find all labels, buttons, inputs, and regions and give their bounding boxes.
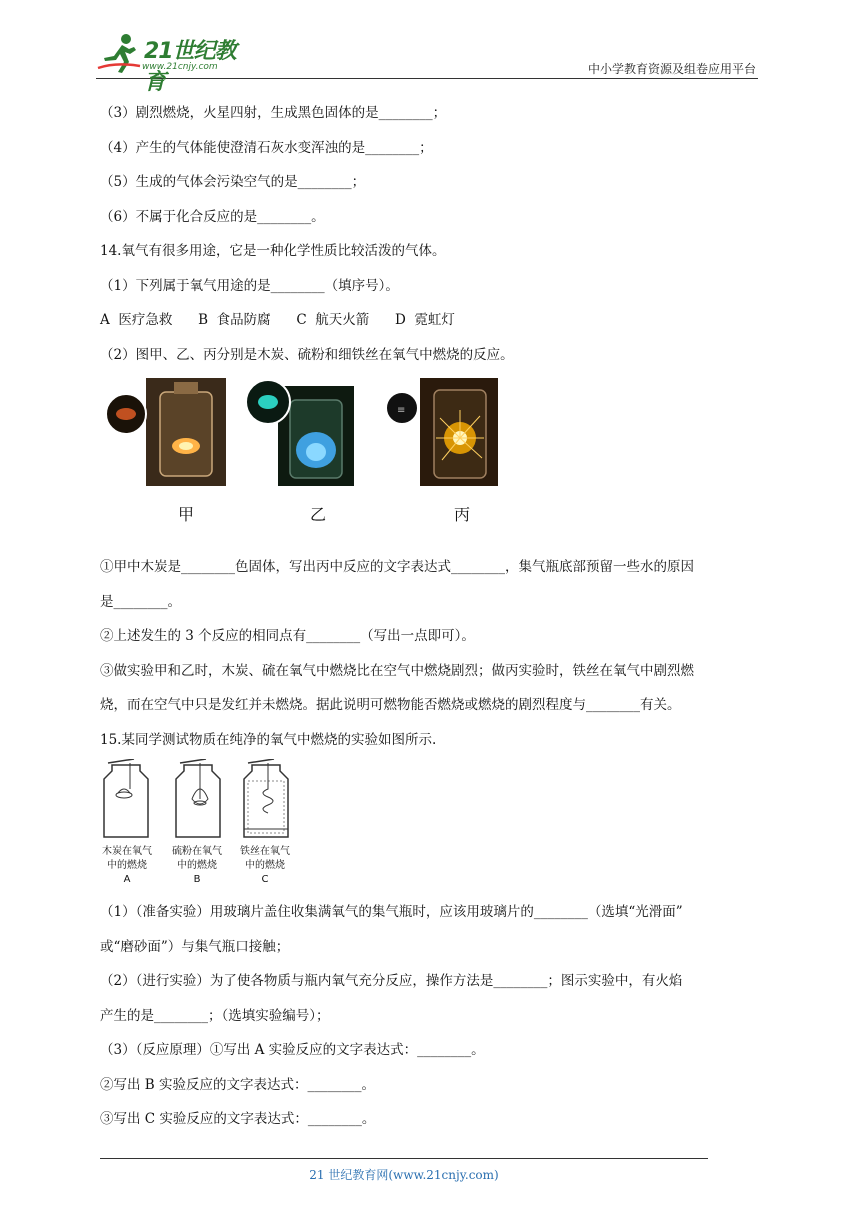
q14-part-1: （1）下列属于氧气用途的是________（填序号）。 bbox=[100, 277, 399, 294]
jar-b-caption: 硫粉在氧气 中的燃烧 B bbox=[172, 846, 222, 885]
q14-sub-b: ②上述发生的 3 个反应的相同点有________（写出一点即可）。 bbox=[100, 628, 475, 644]
q15-part-3-c: ③写出 C 实验反应的文字表达式：________。 bbox=[100, 1111, 376, 1127]
q14-sub-c-line1: ③做实验甲和乙时，木炭、硫在氧气中燃烧比在空气中燃烧剧烈；做丙实验时，铁丝在氧气中剧烈燃 bbox=[100, 662, 694, 679]
q13-item-4: （4）产生的气体能使澄清石灰水变浑浊的是________； bbox=[100, 139, 433, 156]
logo-url: www.21cnjy.com bbox=[142, 62, 218, 72]
q15-part-3-a: （3）（反应原理）①写出 A 实验反应的文字表达式：________。 bbox=[100, 1042, 485, 1058]
svg-text:≡: ≡ bbox=[397, 405, 406, 416]
jar-b-sulfur bbox=[172, 759, 232, 843]
q13-item-5: （5）生成的气体会污染空气的是________； bbox=[100, 174, 366, 190]
q14-sub-c-line2: 烧，而在空气中只是发红并未燃烧。据此说明可燃物能否燃烧或燃烧的剧烈程度与________有关。 bbox=[100, 697, 681, 713]
oxygen-combustion-diagram bbox=[100, 757, 760, 895]
photo-bing-iron bbox=[384, 378, 498, 486]
jar-c-iron bbox=[240, 759, 300, 843]
q13-item-6: （6）不属于化合反应的是________。 bbox=[100, 208, 325, 225]
photo-jia-charcoal bbox=[104, 378, 226, 486]
footer-link[interactable]: 21 世纪教育网(www.21cnjy.com) bbox=[309, 1168, 499, 1182]
q15-part-3-b: ②写出 B 实验反应的文字表达式：________。 bbox=[100, 1076, 376, 1093]
q14-stem: 14.氧气有很多用途，它是一种化学性质比较活泼的气体。 bbox=[100, 243, 446, 259]
q14-options: A 医疗急救 B 食品防腐 C 航天火箭 D 霓虹灯 bbox=[100, 312, 455, 328]
jar-a-caption: 木炭在氧气 中的燃烧 A bbox=[102, 846, 152, 885]
q14-sub-a-line1: ①甲中木炭是________色固体，写出丙中反应的文字表达式________，集气瓶底部预留一些水的原因 bbox=[100, 559, 694, 575]
combustion-photos bbox=[100, 372, 760, 550]
platform-title: 中小学教育资源及组卷应用平台 bbox=[587, 62, 756, 76]
q15-part-2-line1: （2）（进行实验）为了使各物质与瓶内氧气充分反应，操作方法是________；图示实验中，有火焰 bbox=[100, 973, 683, 989]
q14-sub-a-line2: 是________。 bbox=[100, 593, 181, 610]
logo-text: 21世纪教育 bbox=[144, 39, 236, 95]
jar-a-charcoal bbox=[100, 759, 160, 843]
site-logo[interactable] bbox=[96, 32, 256, 95]
q15-stem: 15.某同学测试物质在纯净的氧气中燃烧的实验如图所示. bbox=[100, 731, 437, 748]
q15-part-2-line2: 产生的是________；（选填实验编号）； bbox=[100, 1007, 330, 1024]
caption-yi: 乙 bbox=[310, 505, 327, 524]
runner-icon bbox=[96, 32, 142, 76]
q14-part-2: （2）图甲、乙、丙分别是木炭、硫粉和细铁丝在氧气中燃烧的反应。 bbox=[100, 346, 514, 363]
q15-part-1-line2: 或“磨砂面”）与集气瓶口接触； bbox=[100, 938, 290, 955]
caption-bing: 丙 bbox=[454, 505, 471, 524]
document-body bbox=[100, 96, 760, 1137]
caption-jia: 甲 bbox=[178, 505, 195, 524]
q15-part-1-line1: （1）（准备实验）用玻璃片盖住收集满氧气的集气瓶时，应该用玻璃片的________（选填“光滑面” bbox=[100, 904, 683, 920]
photo-yi-sulfur bbox=[244, 378, 354, 486]
jar-c-caption: 铁丝在氧气 中的燃烧 C bbox=[240, 846, 290, 885]
q13-item-3: （3）剧烈燃烧，火星四射，生成黑色固体的是________； bbox=[100, 105, 447, 121]
page-header bbox=[96, 30, 758, 95]
footer-divider bbox=[100, 1158, 708, 1159]
